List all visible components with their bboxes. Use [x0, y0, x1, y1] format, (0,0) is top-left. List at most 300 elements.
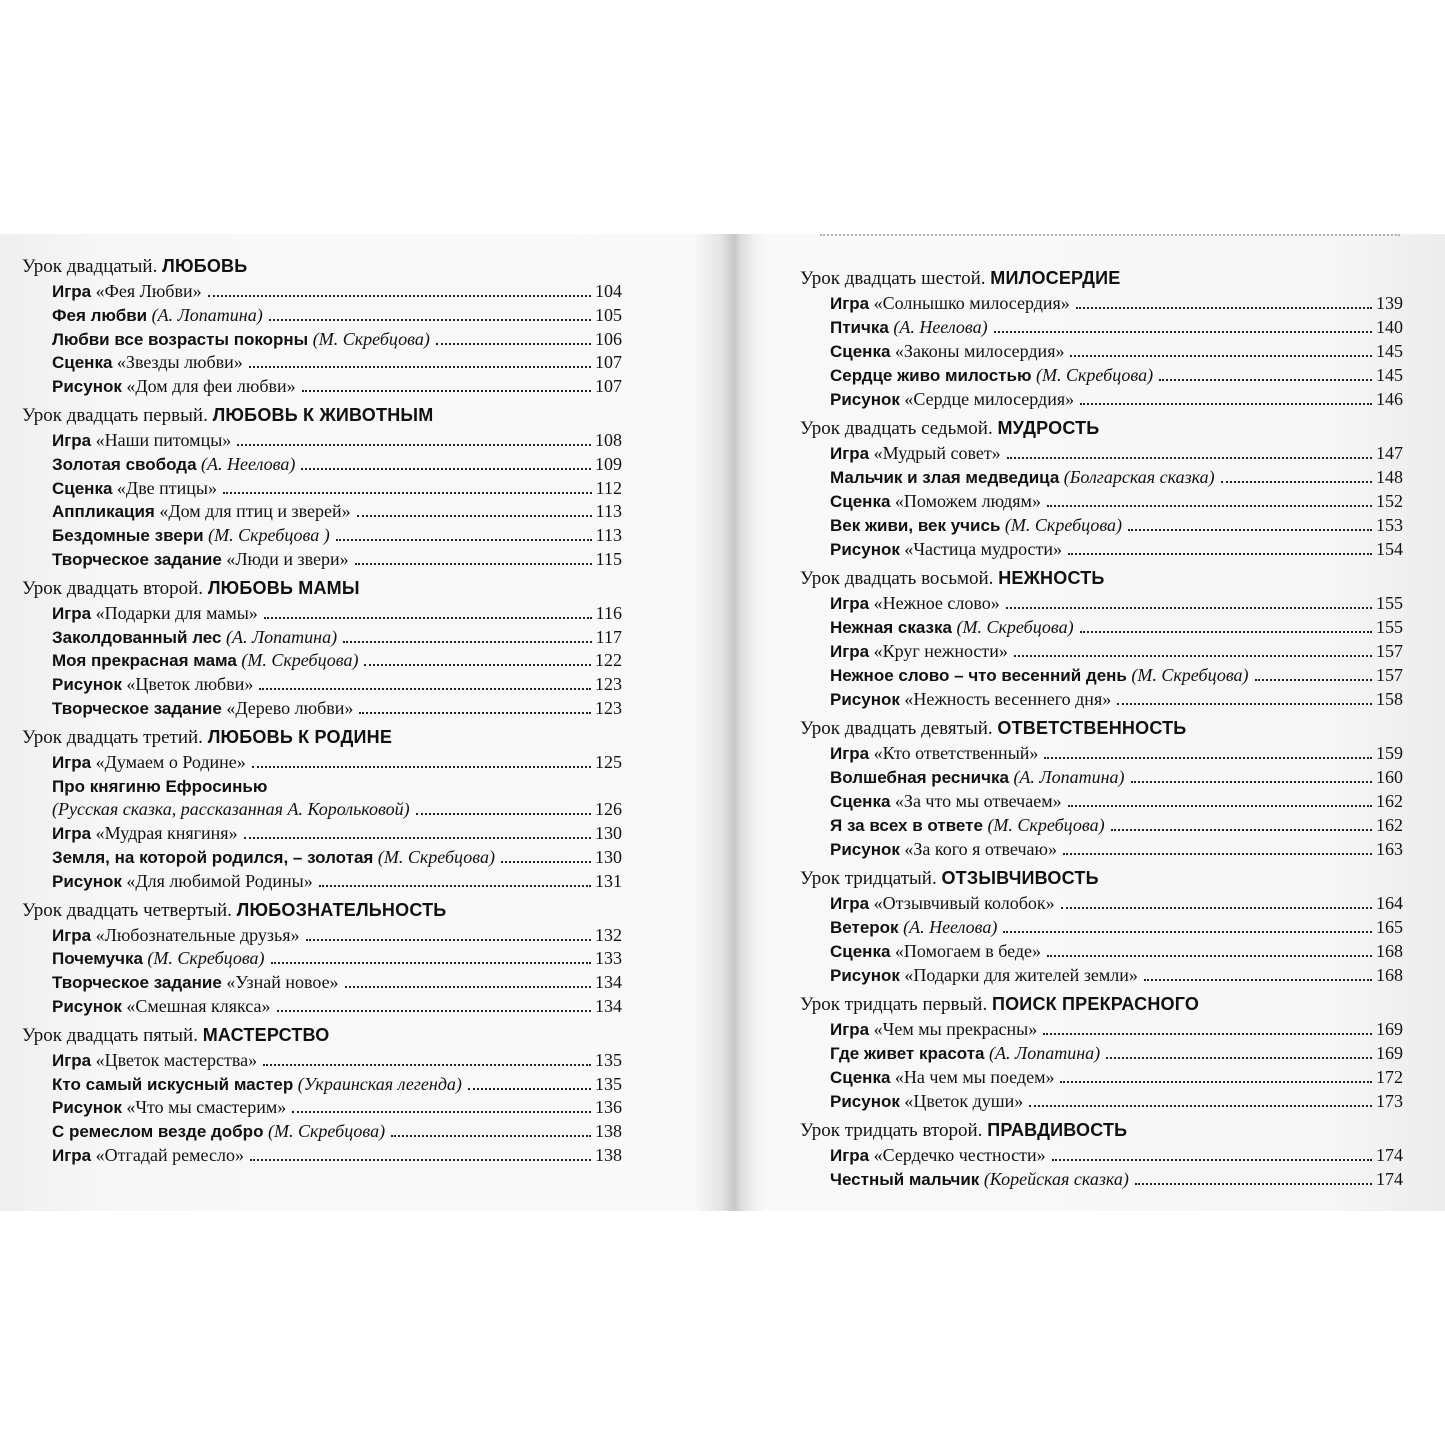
entry-author: (Корейская сказка) — [983, 1169, 1129, 1189]
lesson-title — [22, 1024, 330, 1047]
entry-bold: Творческое задание — [52, 550, 222, 569]
entry-bold: Рисунок — [830, 540, 900, 559]
toc-entry — [830, 813, 1403, 836]
entry-text — [830, 839, 1057, 860]
lesson-title — [800, 867, 1099, 890]
entry-quote: «Думаем о Родине» — [95, 751, 246, 772]
page-number: 168 — [1376, 965, 1403, 985]
lesson-title — [800, 567, 1105, 590]
entry-text — [830, 641, 1008, 662]
entry-quote: «Звезды любви» — [116, 352, 243, 373]
page-number: 115 — [595, 549, 622, 569]
page-number: 162 — [1376, 791, 1403, 811]
dot-leader — [1070, 354, 1372, 357]
toc-entry — [52, 625, 622, 648]
page-number: 113 — [595, 501, 622, 522]
entry-quote: «Цветок души» — [904, 1091, 1024, 1111]
entry-text — [830, 689, 1111, 710]
lesson-title — [800, 1119, 1127, 1142]
entry-quote: «Дом для феи любви» — [126, 376, 296, 397]
toc-entry — [830, 765, 1403, 788]
entry-bold: Нежное слово – что весенний день — [830, 666, 1127, 685]
lesson-name: НЕЖНОСТЬ — [998, 568, 1105, 588]
dot-leader — [1007, 456, 1372, 459]
page-number: 145 — [1376, 365, 1403, 385]
entry-quote: «Круг нежности» — [873, 641, 1008, 661]
page-number: 152 — [1376, 491, 1403, 511]
entry-text — [830, 767, 1125, 788]
entry-bold: Сценка — [830, 492, 891, 511]
entry-text — [52, 1074, 462, 1095]
entry-text — [52, 972, 339, 993]
entry-text — [52, 501, 351, 522]
entry-quote: «Дом для птиц и зверей» — [159, 501, 351, 522]
dot-leader — [1080, 402, 1372, 405]
entry-quote: «Поможем людям» — [894, 491, 1041, 511]
toc-entry — [52, 845, 622, 868]
lesson-prefix: Урок двадцать восьмой. — [800, 568, 994, 589]
entry-quote: «Сердце милосердия» — [904, 389, 1075, 409]
dot-leader — [1131, 780, 1372, 783]
lesson-prefix: Урок тридцать второй. — [800, 1120, 983, 1141]
entry-text — [830, 467, 1215, 488]
entry-author: (А. Лопатина) — [151, 304, 263, 325]
page-number: 123 — [595, 698, 622, 718]
toc-entry — [830, 537, 1403, 560]
entry-text — [830, 743, 1038, 764]
lesson-prefix: Урок двадцать второй. — [22, 577, 204, 599]
toc-entry — [52, 327, 622, 350]
toc-entry — [830, 291, 1403, 314]
entry-text — [830, 539, 1062, 560]
page-number: 168 — [1376, 941, 1403, 961]
entry-text — [52, 478, 217, 499]
entry-bold: Творческое задание — [52, 699, 222, 718]
entry-bold: Золотая свобода — [52, 454, 197, 474]
page-number: 174 — [1376, 1145, 1403, 1165]
page-number: 117 — [595, 626, 622, 647]
entry-quote: «Люди и звери» — [226, 549, 349, 569]
entry-text — [52, 281, 202, 302]
entry-text — [830, 1019, 1037, 1040]
entry-quote: «Любознательные друзья» — [95, 924, 300, 945]
dot-leader — [1159, 378, 1372, 381]
toc-entry — [52, 1048, 622, 1071]
toc-entry — [52, 476, 622, 499]
entry-bold: Творческое задание — [52, 973, 222, 993]
dot-leader — [301, 467, 591, 470]
toc-entry — [830, 441, 1403, 464]
dot-leader — [1047, 954, 1372, 957]
dot-leader — [1061, 906, 1372, 909]
dot-leader — [1044, 756, 1372, 759]
entry-bold: Игра — [830, 894, 870, 913]
entry-bold: Игра — [830, 744, 870, 763]
entry-text — [830, 593, 1000, 614]
entry-text — [52, 627, 337, 648]
page-number: 148 — [1376, 467, 1403, 487]
entry-author: (М. Скребцова) — [267, 1121, 386, 1142]
dot-leader — [364, 663, 591, 666]
entry-text — [52, 603, 258, 624]
entry-quote: «Нежность весеннего дня» — [904, 689, 1112, 709]
lesson-name: ПРАВДИВОСТЬ — [987, 1120, 1128, 1140]
dot-leader — [277, 1009, 591, 1012]
toc-entry — [52, 970, 622, 993]
entry-text — [830, 1091, 1023, 1112]
toc-entry — [52, 750, 622, 773]
entry-text — [830, 491, 1041, 512]
toc-entry — [830, 741, 1403, 764]
entry-bold: Игра — [830, 444, 870, 463]
page-number: 107 — [595, 352, 622, 373]
toc-entry — [830, 837, 1403, 860]
toc-entry — [830, 687, 1403, 710]
entry-bold: Сценка — [830, 1068, 891, 1087]
entry-quote: «Что мы смастерим» — [126, 1097, 287, 1118]
dot-leader — [264, 616, 592, 619]
entry-bold: Игра — [52, 1050, 92, 1070]
toc-entry — [830, 1143, 1403, 1166]
entry-author: (А. Лопатина) — [1013, 767, 1125, 787]
entry-author: (А. Неелова) — [893, 317, 988, 337]
entry-author: (А. Лопатина) — [989, 1043, 1101, 1063]
entry-quote: «Наши питомцы» — [95, 430, 232, 450]
lesson-name: ОТВЕТСТВЕННОСТЬ — [997, 718, 1187, 738]
toc-entry — [52, 1119, 622, 1142]
entry-text — [52, 650, 358, 671]
page-number: 135 — [595, 1049, 622, 1070]
dot-leader — [223, 491, 592, 494]
page-number: 172 — [1376, 1067, 1403, 1087]
page-number: 155 — [1376, 617, 1403, 637]
entry-author: (М. Скребцова) — [956, 617, 1074, 637]
entry-bold: Игра — [52, 282, 92, 301]
entry-bold: С ремеслом везде добро — [52, 1122, 264, 1142]
dot-leader — [1068, 552, 1372, 555]
entry-text — [830, 365, 1153, 386]
dot-leader — [292, 1110, 591, 1113]
entry-text — [52, 305, 263, 326]
entry-quote: «Дерево любви» — [226, 698, 354, 718]
dot-leader — [436, 342, 591, 345]
page-number: 159 — [1376, 743, 1403, 763]
toc-entry — [830, 591, 1403, 614]
entry-quote: «На чем мы поедем» — [894, 1067, 1055, 1087]
toc-entry — [830, 639, 1403, 662]
entry-bold: Рисунок — [830, 1092, 900, 1111]
toc-entry — [52, 774, 622, 797]
entry-text — [52, 847, 495, 868]
entry-bold: Игра — [52, 752, 92, 772]
lesson-title — [800, 717, 1186, 740]
lesson-title — [22, 255, 247, 278]
cut-off-line — [820, 224, 1400, 236]
page-number: 138 — [595, 1121, 622, 1142]
toc-entry — [830, 489, 1403, 512]
dot-leader — [249, 365, 591, 368]
entry-text — [830, 1169, 1129, 1190]
toc-entry — [52, 428, 622, 451]
page-number: 113 — [595, 525, 622, 546]
dot-leader — [1106, 1056, 1372, 1059]
entry-quote: «Две птицы» — [116, 477, 217, 498]
toc-entry — [52, 672, 622, 695]
entry-quote: «Солнышко милосердия» — [873, 293, 1070, 313]
dot-leader — [1043, 1032, 1372, 1035]
lesson-name: МУДРОСТЬ — [997, 418, 1100, 438]
page-number: 105 — [595, 304, 622, 325]
lesson-title — [800, 417, 1099, 440]
entry-quote: «Смешная клякса» — [126, 996, 271, 1016]
entry-text — [830, 941, 1041, 962]
lesson-title — [22, 577, 360, 600]
entry-bold: Птичка — [830, 318, 889, 337]
dot-leader — [302, 389, 591, 392]
entry-bold: Рисунок — [830, 966, 900, 985]
dot-leader — [1052, 1158, 1372, 1161]
lesson-title — [22, 726, 392, 749]
dot-leader — [250, 1158, 591, 1161]
toc-entry — [830, 939, 1403, 962]
lesson-name: ОТЗЫВЧИВОСТЬ — [941, 868, 1099, 888]
entry-text — [52, 430, 231, 451]
toc-entry — [830, 1089, 1403, 1112]
toc-entry — [52, 523, 622, 546]
dot-leader — [359, 711, 591, 714]
entry-quote: «Для любимой Родины» — [126, 870, 313, 891]
dot-leader — [501, 860, 591, 863]
entry-text — [52, 329, 430, 350]
entry-quote: «За кого я отвечаю» — [904, 839, 1057, 859]
lesson-prefix: Урок двадцатый. — [22, 256, 158, 277]
lesson-prefix: Урок двадцать пятый. — [22, 1024, 198, 1046]
dot-leader — [355, 562, 592, 565]
entry-quote: «Фея Любви» — [95, 281, 202, 301]
entry-bold: Сценка — [830, 942, 891, 961]
page-number: 109 — [595, 453, 622, 474]
dot-leader — [1221, 480, 1372, 483]
entry-text — [52, 799, 410, 820]
dot-leader — [357, 514, 592, 517]
dot-leader — [391, 1134, 591, 1137]
entry-text — [52, 525, 330, 546]
dot-leader — [1255, 678, 1372, 681]
entry-text — [830, 617, 1074, 638]
toc-entry — [52, 797, 622, 820]
entry-bold: Моя прекрасная мама — [52, 651, 237, 671]
left-page — [22, 234, 622, 1211]
dot-leader — [237, 443, 591, 446]
toc-entry — [830, 663, 1403, 686]
entry-author: (А. Лопатина) — [226, 626, 338, 647]
entry-bold: Рисунок — [52, 871, 122, 891]
entry-bold: Про княгиню Ефросинью — [52, 776, 268, 796]
dot-leader — [416, 812, 591, 815]
lesson-title — [800, 267, 1121, 290]
page-number: 158 — [1376, 689, 1403, 709]
entry-bold: Сердце живо милостью — [830, 366, 1032, 385]
page-number: 153 — [1376, 515, 1403, 535]
lesson-prefix: Урок двадцать девятый. — [800, 718, 993, 739]
page-number: 107 — [595, 376, 622, 397]
lesson-prefix: Урок двадцать четвертый. — [22, 899, 232, 921]
entry-bold: Игра — [830, 1020, 870, 1039]
toc-entry — [830, 363, 1403, 386]
page-number: 162 — [1376, 815, 1403, 835]
dot-leader — [1135, 1182, 1372, 1185]
entry-bold: Мальчик и злая медведица — [830, 468, 1060, 487]
entry-bold: Сценка — [52, 353, 113, 373]
entry-author: (М. Скребцова) — [241, 650, 359, 671]
entry-quote: «За что мы отвечаем» — [894, 791, 1062, 811]
dot-leader — [1080, 630, 1372, 633]
page-number: 104 — [595, 281, 622, 301]
toc-entry — [52, 1072, 622, 1095]
lesson-name: ЛЮБОЗНАТЕЛЬНОСТЬ — [236, 899, 447, 920]
lesson-prefix: Урок тридцать первый. — [800, 994, 988, 1015]
dot-leader — [1111, 828, 1372, 831]
entry-author: (М. Скребцова) — [1131, 665, 1249, 685]
page-number: 160 — [1376, 767, 1403, 787]
page-number: 173 — [1376, 1091, 1403, 1111]
entry-author: (М. Скребцова) — [147, 948, 265, 969]
dot-leader — [1068, 804, 1372, 807]
lesson-prefix: Урок двадцать седьмой. — [800, 418, 993, 439]
toc-entry — [830, 963, 1403, 986]
entry-text — [52, 871, 313, 892]
page-number: 155 — [1376, 593, 1403, 613]
entry-bold: Волшебная ресничка — [830, 768, 1009, 787]
entry-bold: Сценка — [52, 478, 113, 498]
toc-entry — [52, 452, 622, 475]
entry-bold: Игра — [830, 1146, 870, 1165]
dot-leader — [345, 985, 591, 988]
lesson-title — [22, 899, 446, 922]
dot-leader — [244, 836, 591, 839]
entry-text — [830, 515, 1122, 536]
entry-bold: Игра — [830, 594, 870, 613]
entry-bold: Игра — [52, 925, 92, 945]
entry-bold: Нежная сказка — [830, 618, 952, 637]
page-number: 139 — [1376, 293, 1403, 313]
page-number: 163 — [1376, 839, 1403, 859]
dot-leader — [1060, 1080, 1372, 1083]
entry-bold: Заколдованный лес — [52, 627, 222, 647]
entry-bold: Век живи, век учись — [830, 516, 1001, 535]
toc-entry — [830, 915, 1403, 938]
dot-leader — [1006, 606, 1372, 609]
entry-bold: Рисунок — [830, 690, 900, 709]
entry-bold: Рисунок — [52, 377, 122, 397]
page-number: 106 — [595, 328, 622, 349]
page-number: 169 — [1376, 1019, 1403, 1039]
entry-text — [830, 317, 988, 338]
entry-author: (Украинская легенда) — [297, 1073, 462, 1094]
entry-quote: «Нежное слово» — [873, 593, 1000, 613]
entry-bold: Рисунок — [830, 840, 900, 859]
entry-quote: «Частица мудрости» — [904, 539, 1063, 559]
entry-text — [830, 965, 1138, 986]
dot-leader — [1063, 852, 1372, 855]
entry-quote: «Цветок любви» — [126, 674, 254, 695]
page-number: 136 — [595, 1097, 622, 1118]
entry-quote: «Подарки для мамы» — [95, 602, 258, 623]
entry-quote: «Отгадай ремесло» — [95, 1145, 244, 1165]
page-number: 157 — [1376, 641, 1403, 661]
lesson-prefix: Урок двадцать шестой. — [800, 268, 986, 289]
entry-bold: Сценка — [830, 342, 891, 361]
toc-entry — [52, 350, 622, 373]
toc-entry — [52, 1143, 622, 1166]
entry-bold: Игра — [52, 603, 92, 623]
entry-bold: Любви все возрасты покорны — [52, 329, 309, 349]
entry-text — [830, 1043, 1100, 1064]
entry-bold: Я за всех в ответе — [830, 816, 983, 835]
page-number: 131 — [595, 870, 622, 891]
page-number: 134 — [595, 996, 622, 1016]
entry-bold: Ветерок — [830, 918, 899, 937]
toc-entry — [52, 946, 622, 969]
lesson-title — [800, 993, 1199, 1016]
entry-text — [52, 752, 246, 773]
entry-author: (М. Скребцова ) — [208, 525, 330, 546]
toc-entry — [52, 303, 622, 326]
toc-entry — [830, 387, 1403, 410]
entry-text — [830, 389, 1074, 410]
entry-text — [52, 776, 267, 797]
toc-entry — [830, 513, 1403, 536]
lesson-prefix: Урок тридцатый. — [800, 868, 937, 889]
page-number: 126 — [595, 799, 622, 820]
page-number: 130 — [595, 847, 622, 867]
entry-author: (Русская сказка, рассказанная А. Корольковой) — [52, 799, 410, 820]
entry-text — [52, 674, 253, 695]
page-number: 134 — [595, 972, 622, 993]
page-number: 146 — [1376, 389, 1403, 409]
dot-leader — [306, 938, 591, 941]
page-number: 147 — [1376, 443, 1403, 463]
entry-text — [830, 815, 1105, 836]
entry-text — [830, 917, 997, 938]
entry-bold: Аппликация — [52, 502, 155, 522]
toc-entry — [52, 601, 622, 624]
entry-bold: Игра — [52, 824, 92, 844]
lesson-name: ЛЮБОВЬ К РОДИНЕ — [207, 726, 393, 747]
entry-quote: «Цветок мастерства» — [95, 1049, 258, 1070]
page-number: 140 — [1376, 317, 1403, 337]
dot-leader — [1029, 1104, 1372, 1107]
dot-leader — [1128, 528, 1372, 531]
entry-bold: Игра — [52, 1146, 92, 1165]
page-number: 132 — [595, 924, 622, 945]
lesson-name: ПОИСК ПРЕКРАСНОГО — [991, 994, 1200, 1014]
lesson-prefix: Урок двадцать первый. — [22, 405, 208, 426]
toc-entry — [830, 315, 1403, 338]
entry-bold: Земля, на которой родился, – золотая — [52, 848, 374, 867]
entry-quote: «Мудрый совет» — [873, 443, 1001, 463]
page-number: 164 — [1376, 893, 1403, 913]
dot-leader — [336, 538, 592, 541]
right-page — [800, 234, 1403, 1211]
entry-quote: «Сердечко честности» — [873, 1145, 1046, 1165]
toc-entry — [52, 279, 622, 302]
entry-bold: Игра — [52, 431, 92, 450]
entry-text — [830, 893, 1055, 914]
toc-entry — [830, 891, 1403, 914]
entry-quote: «Помогаем в беде» — [894, 941, 1042, 961]
dot-leader — [319, 884, 591, 887]
